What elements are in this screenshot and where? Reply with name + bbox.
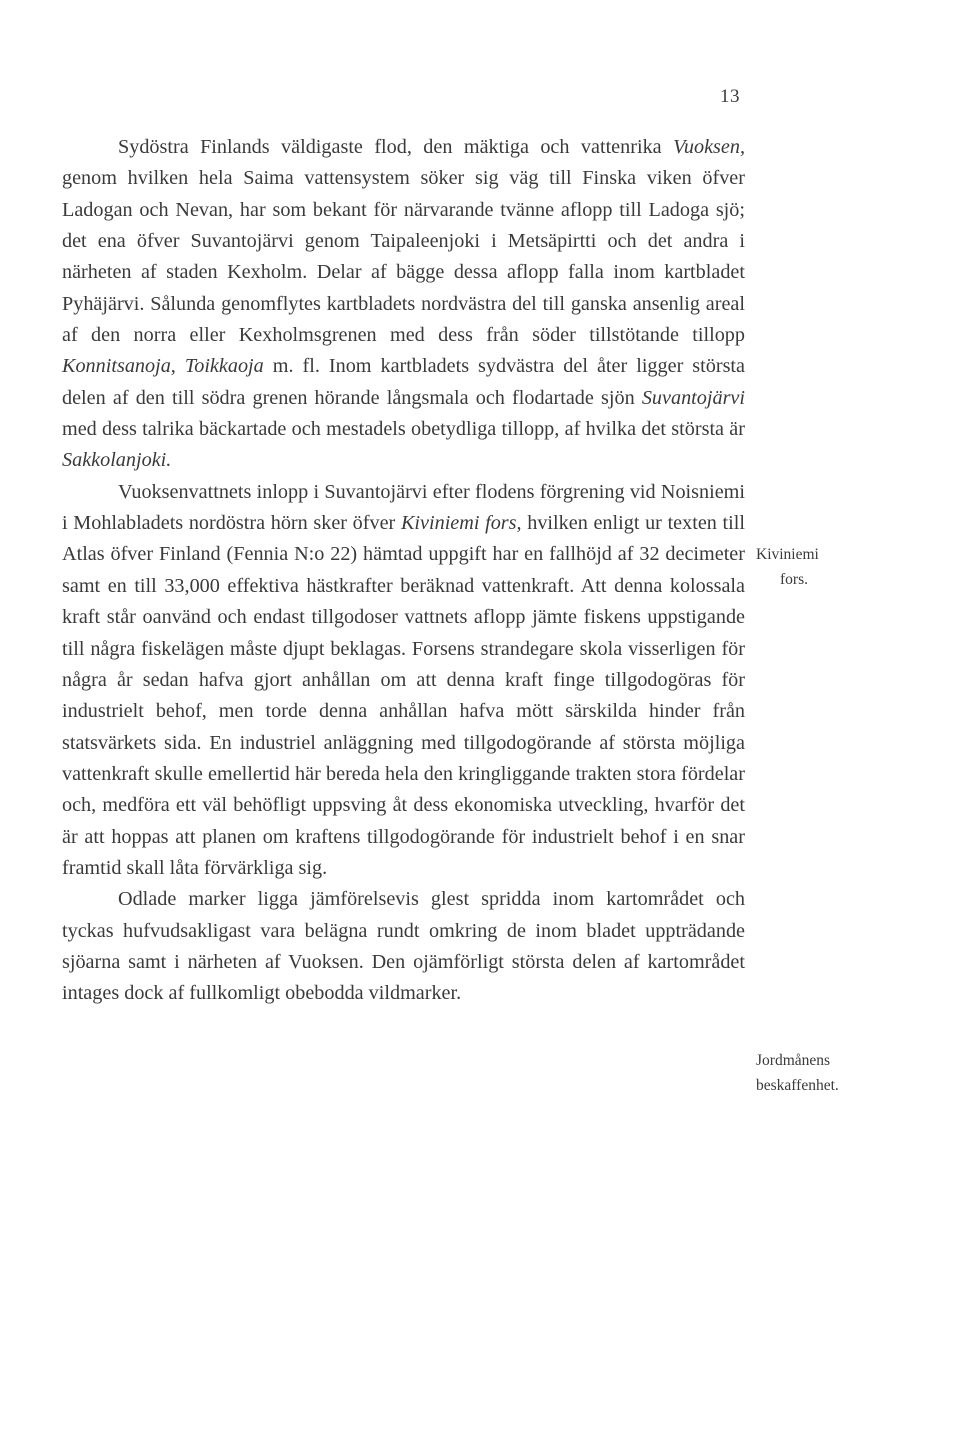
italic-term: Kiviniemi fors, bbox=[400, 512, 522, 535]
margin-note-line: Kiviniemi bbox=[756, 546, 819, 563]
text-run: Vuoksenvattnets inlopp i Suvantojärvi efter flodens förgrening vid Noisniemi i Mohlabladets nordöstra hörn sker öfver bbox=[62, 480, 745, 535]
paragraph bbox=[62, 477, 745, 884]
margin-note-line: Jordmånens bbox=[756, 1052, 831, 1069]
body-text bbox=[62, 132, 745, 1010]
text-run: hvilken enligt ur texten till Atlas öfver Finland (Fennia N:o 22) hämtad uppgift har en fallhöjd af 32 decimeter samt en till 33,000 effektiva hästkrafter beräknad vattenkraft. Att denna kolossala kraft står oanvänd och endast tillgodoser vattnets aflopp jämte fiskens uppstigande till några fiskelägen måste djupt beklagas. Forsens strandegare skola visserligen för några år sedan hafva gjort anhållan om att denna kraft finge tillgodogöras för industrielt behof, men torde denna anhållan hafva mött särskilda hinder från statsvärkets sida. En industriel anläggning med tillgodogörande af största möjliga vattenkraft skulle emellertid här bereda hela den kringliggande trakten stora fördelar och, medföra ett väl behöfligt uppsving åt dess ekonomiska utveckling, hvarför det är att hoppas att planen om kraftens tillgodogörande för industrielt behof i en snar framtid skall låta förvärkliga sig. bbox=[62, 512, 745, 879]
text-run: m. fl. Inom kartbladets sydvästra del åter ligger största delen af den till södra grenen hörande långsmala och flodartade sjön bbox=[62, 355, 745, 409]
italic-term: Suvantojärvi bbox=[641, 386, 745, 409]
margin-note-line: fors. bbox=[780, 571, 808, 588]
paragraph bbox=[62, 132, 745, 477]
text-run: med dess talrika bäckartade och mestadels obetydliga tillopp, af hvilka det största är bbox=[62, 418, 745, 441]
italic-term: Konnitsanoja, Toikkaoja bbox=[62, 355, 264, 378]
page-number: 13 bbox=[720, 86, 740, 107]
margin-note-kiviniemi bbox=[756, 542, 866, 592]
margin-note-line: beskaffenhet. bbox=[756, 1077, 839, 1094]
text-run: Odlade marker ligga jämförelsevis glest spridda inom kartområdet och tyckas hufvudsakligast vara belägna rundt omkring de inom bladet uppträdande sjöarna samt i närheten af Vuoksen. Den ojämförligt största delen af kartområdet intages dock af fullkomligt obebodda vildmarker. bbox=[62, 888, 745, 1005]
italic-term: Sakkolanjoki. bbox=[62, 449, 172, 472]
margin-note-jordmanens bbox=[756, 1048, 866, 1098]
text-run: genom hvilken hela Saima vattensystem söker sig väg till Finska viken öfver Ladogan och Nevan, har som bekant för närvarande tvänne aflopp till Ladoga sjö; det ena öfver Suvantojärvi genom Taipaleenjoki i Metsäpirtti och det andra i närheten af staden Kexholm. Delar af bägge dessa aflopp falla inom kartbladet Pyhäjärvi. Sålunda genomflytes kartbladets nordvästra del till ganska ansenlig areal af den norra eller Kexholmsgrenen med dess från söder tillstötande tillopp bbox=[62, 167, 745, 347]
paragraph bbox=[62, 884, 745, 1009]
italic-term: Vuoksen, bbox=[673, 136, 745, 158]
text-run: Sydöstra Finlands väldigaste flod, den mäktiga och vattenrika bbox=[118, 136, 674, 158]
